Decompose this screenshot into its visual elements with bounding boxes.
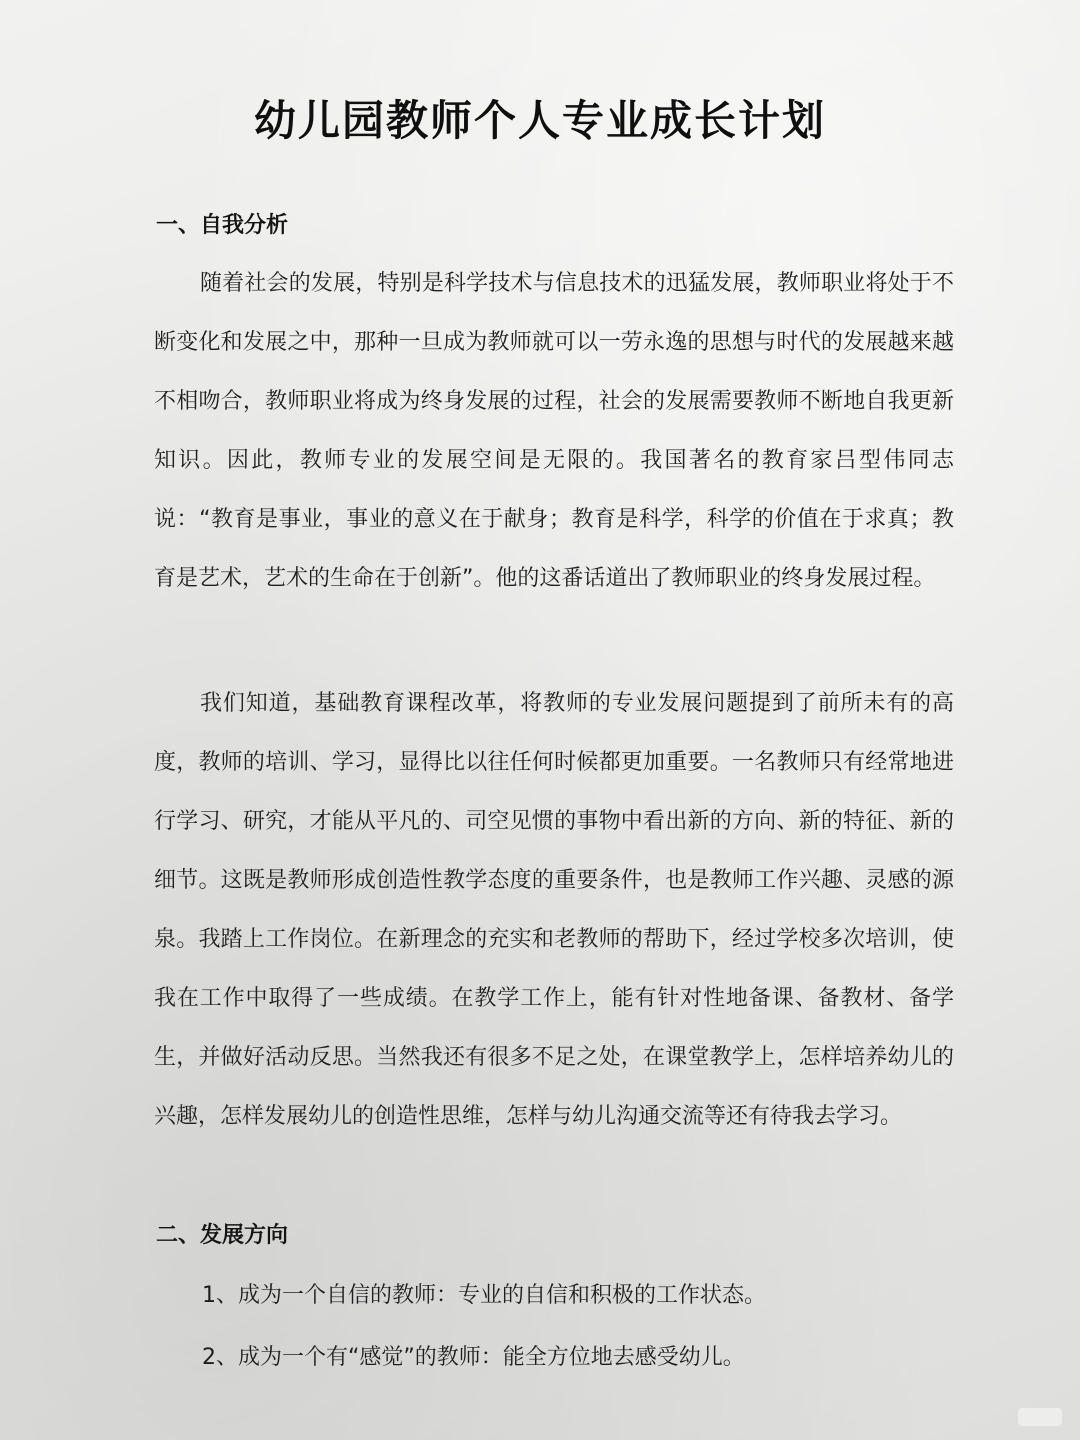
watermark	[1018, 1408, 1062, 1426]
list-item-2: 2、成为一个有“感觉”的教师：能全方位地去感受幼儿。	[202, 1345, 745, 1370]
paragraph-2: 我们知道，基础教育课程改革，将教师的专业发展问题提到了前所未有的高度，教师的培训、学习，显得比以往任何时候都更加重要。一名教师只有经常地进行学习、研究，才能从平凡的、司空见惯的事物中看出新的方向、新的特征、新的细节。这既是教师形成创造性教学态度的重要条件，也是教师工作兴趣、灵感的源泉。我踏上工作岗位。在新理念的充实和老教师的帮助下，经过学校多次培训，使我在工作中取得了一些成绩。在教学工作上，能有针对性地备课、备教材、备学生，并做好活动反思。当然我还有很多不足之处，在课堂教学上，怎样培养幼儿的兴趣，怎样发展幼儿的创造性思维，怎样与幼儿沟通交流等还有待我去学习。	[154, 691, 954, 1129]
section-heading-self-analysis: 一、自我分析	[156, 213, 289, 238]
paragraph-1: 随着社会的发展，特别是科学技术与信息技术的迅猛发展，教师职业将处于不断变化和发展之中，那种一旦成为教师就可以一劳永逸的思想与时代的发展越来越不相吻合，教师职业将成为终身发展的过程，社会的发展需要教师不断地自我更新知识。因此，教师专业的发展空间是无限的。我国著名的教育家吕型伟同志说：“教育是事业，事业的意义在于献身；教育是科学，科学的价值在于求真；教育是艺术，艺术的生命在于创新”。他的这番话道出了教师职业的终身发展过程。	[154, 271, 954, 591]
document-title: 幼儿园教师个人专业成长计划	[253, 96, 826, 145]
section-heading-development-direction: 二、发展方向	[156, 1223, 289, 1248]
list-item-1: 1、成为一个自信的教师：专业的自信和积极的工作状态。	[202, 1283, 766, 1308]
